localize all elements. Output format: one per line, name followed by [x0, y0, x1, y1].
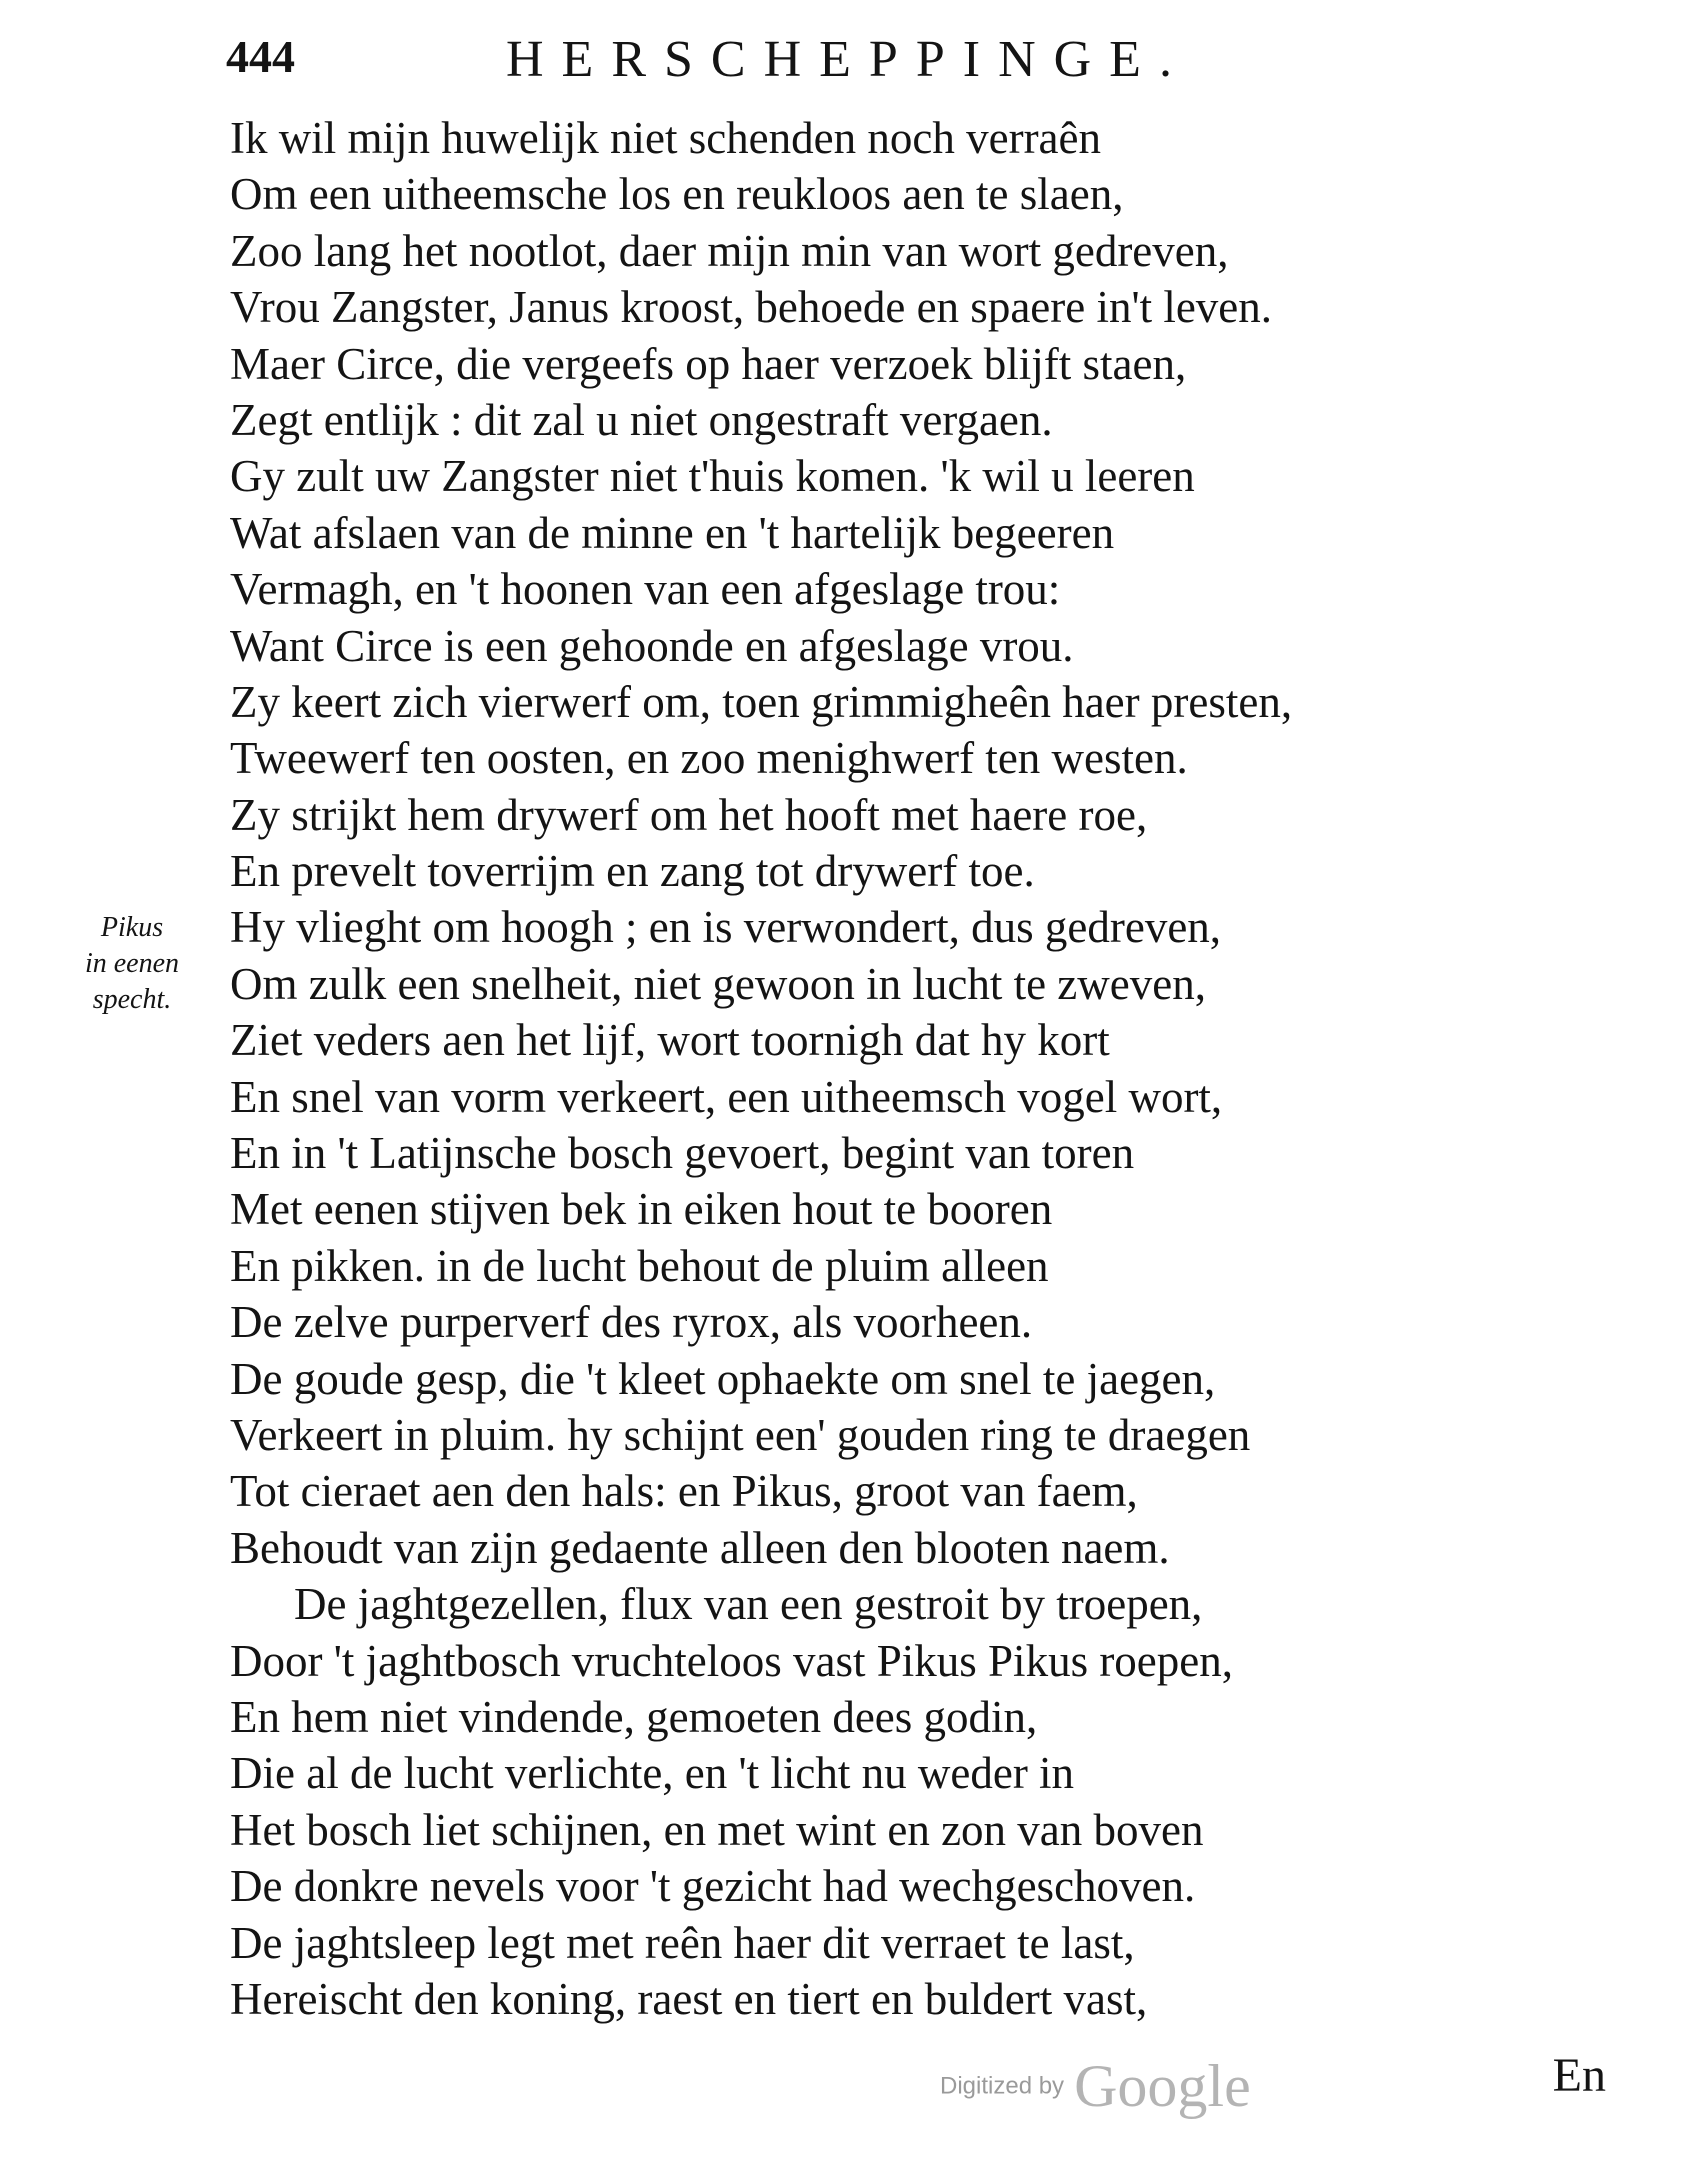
- google-logo: Google: [1074, 2053, 1251, 2119]
- running-title: HERSCHEPPINGE.: [506, 31, 1190, 88]
- verse-line: En prevelt toverrijm en zang tot drywerf toe.: [230, 846, 1035, 897]
- verse-line: En in 't Latijnsche bosch gevoert, begint van toren: [230, 1128, 1135, 1179]
- verse-line: Tot cieraet aen den hals: en Pikus, groot van faem,: [230, 1466, 1138, 1517]
- margin-note-line: Pikus: [100, 912, 164, 943]
- verse-line: Behoudt van zijn gedaente alleen den blooten naem.: [230, 1522, 1170, 1573]
- verse-line: Want Circe is een gehoonde en afgeslage vrou.: [230, 620, 1074, 671]
- verse-line: De jaghtsleep legt met reên haer dit verraet te last,: [230, 1917, 1135, 1968]
- margin-note-line: specht.: [92, 984, 172, 1015]
- digitization-watermark: [940, 2052, 1251, 2119]
- verse-line: De zelve purperverf des ryrox, als voorheen.: [230, 1297, 1033, 1348]
- verse-line: Om een uitheemsche los en reukloos aen te slaen,: [230, 169, 1124, 220]
- verse-line: Ziet veders aen het lijf, wort toornigh dat hy kort: [230, 1015, 1110, 1066]
- verse-line: Hy vlieght om hoogh ; en is verwondert, dus gedreven,: [230, 902, 1222, 953]
- verse-line: Zoo lang het nootlot, daer mijn min van wort gedreven,: [230, 225, 1229, 276]
- verse-line: Om zulk een snelheit, niet gewoon in lucht te zweven,: [230, 958, 1206, 1009]
- verse-line: Maer Circe, die vergeefs op haer verzoek blijft staen,: [230, 338, 1187, 389]
- verse-line: Ik wil mijn huwelijk niet schenden noch verraên: [230, 113, 1101, 163]
- verse-line: Zy strijkt hem drywerf om het hooft met haere roe,: [230, 789, 1148, 840]
- verse-line: Gy zult uw Zangster niet t'huis komen. 'k wil u leeren: [230, 451, 1195, 502]
- catchword: En: [1552, 2049, 1606, 2102]
- verse-line: En hem niet vindende, gemoeten dees godin,: [230, 1691, 1038, 1742]
- verse-line: Zegt entlijk : dit zal u niet ongestraft vergaen.: [230, 394, 1053, 445]
- verse-line: Door 't jaghtbosch vruchteloos vast Pikus Pikus roepen,: [230, 1635, 1234, 1686]
- verse-line: Het bosch liet schijnen, en met wint en zon van boven: [230, 1804, 1204, 1855]
- verse-line: De goude gesp, die 't kleet ophaekte om snel te jaegen,: [230, 1353, 1216, 1404]
- verse-line-paragraph-start: De jaghtgezellen, flux van een gestroit by troepen,: [294, 1579, 1203, 1630]
- page-header: [226, 31, 1376, 104]
- verse-line: Vermagh, en 't hoonen van een afgeslage trou:: [230, 564, 1061, 615]
- verse-line: Hereischt den koning, raest en tiert en buldert vast,: [230, 1973, 1148, 2024]
- watermark-caption: Digitized by: [940, 2072, 1065, 2100]
- verse-line: Die al de lucht verlichte, en 't licht nu weder in: [230, 1748, 1075, 1799]
- verse-line: Vrou Zangster, Janus kroost, behoede en spaere in't leven.: [230, 282, 1273, 333]
- verse-line: De donkre nevels voor 't gezicht had wechgeschoven.: [230, 1861, 1196, 1912]
- verse-line: Tweewerf ten oosten, en zoo menighwerf ten westen.: [230, 733, 1188, 784]
- verse-line: Verkeert in pluim. hy schijnt een' gouden ring te draegen: [230, 1409, 1251, 1460]
- margin-note: [62, 910, 202, 1018]
- poem-text: [230, 110, 1610, 2027]
- verse-line: Met eenen stijven bek in eiken hout te booren: [230, 1184, 1053, 1235]
- margin-note-line: in eenen: [84, 948, 180, 979]
- page-number: 444: [226, 31, 295, 82]
- verse-line: Wat afslaen van de minne en 't hartelijk begeeren: [230, 507, 1115, 558]
- verse-line: Zy keert zich vierwerf om, toen grimmigheên haer presten,: [230, 676, 1293, 727]
- verse-line: En snel van vorm verkeert, een uitheemsch vogel wort,: [230, 1071, 1223, 1122]
- verse-line: En pikken. in de lucht behout de pluim alleen: [230, 1240, 1049, 1291]
